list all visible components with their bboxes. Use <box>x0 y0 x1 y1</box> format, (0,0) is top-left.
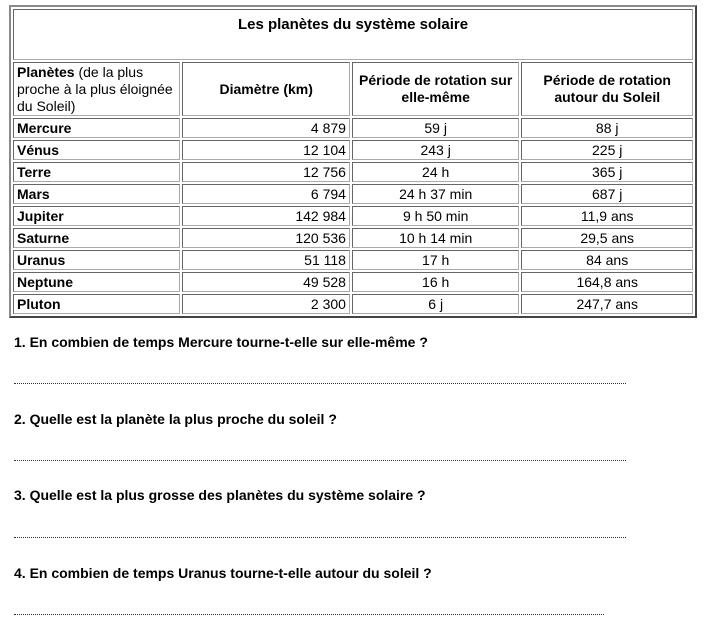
table-row <box>13 272 693 292</box>
rotation-self-cell: 59 j <box>352 118 519 138</box>
header-planets-label: Planètes <box>17 63 75 80</box>
diameter-cell: 2 300 <box>182 294 349 314</box>
header-rotation-self: Période de rotation sur elle-même <box>352 62 519 116</box>
diameter-cell: 49 528 <box>182 272 349 292</box>
diameter-cell: 51 118 <box>182 250 349 270</box>
rotation-sun-cell: 164,8 ans <box>521 272 693 292</box>
planet-name-cell: Mars <box>13 184 180 204</box>
rotation-self-cell: 9 h 50 min <box>352 206 519 226</box>
diameter-cell: 6 794 <box>182 184 349 204</box>
rotation-sun-cell: 365 j <box>521 162 693 182</box>
planets-table <box>9 5 697 318</box>
header-planets-note: (de la plus proche à la plus éloignée du Soleil) <box>17 63 173 114</box>
question-3: 3. Quelle est la plus grosse des planètes du système solaire ? <box>14 487 426 503</box>
rotation-sun-cell: 29,5 ans <box>521 228 693 248</box>
header-diameter: Diamètre (km) <box>182 62 349 116</box>
rotation-sun-cell: 11,9 ans <box>521 206 693 226</box>
planet-name-cell: Terre <box>13 162 180 182</box>
header-rotation-sun: Période de rotation autour du Soleil <box>521 62 693 116</box>
rotation-sun-cell: 247,7 ans <box>521 294 693 314</box>
table-row <box>13 294 693 314</box>
question-4: 4. En combien de temps Uranus tourne-t-elle autour du soleil ? <box>14 565 432 581</box>
diameter-cell: 142 984 <box>182 206 349 226</box>
rotation-sun-cell: 225 j <box>521 140 693 160</box>
table-row <box>13 250 693 270</box>
table-row <box>13 140 693 160</box>
answer-line-2[interactable] <box>14 460 626 461</box>
table-header-row <box>13 62 693 116</box>
answer-line-4[interactable] <box>14 614 604 615</box>
diameter-cell: 120 536 <box>182 228 349 248</box>
planet-name-cell: Saturne <box>13 228 180 248</box>
diameter-cell: 4 879 <box>182 118 349 138</box>
planet-name-cell: Mercure <box>13 118 180 138</box>
rotation-sun-cell: 687 j <box>521 184 693 204</box>
rotation-self-cell: 24 h <box>352 162 519 182</box>
table-row <box>13 184 693 204</box>
rotation-self-cell: 243 j <box>352 140 519 160</box>
header-planets <box>13 62 180 116</box>
planet-name-cell: Pluton <box>13 294 180 314</box>
table-row <box>13 118 693 138</box>
planet-name-cell: Vénus <box>13 140 180 160</box>
rotation-sun-cell: 88 j <box>521 118 693 138</box>
diameter-cell: 12 756 <box>182 162 349 182</box>
rotation-self-cell: 10 h 14 min <box>352 228 519 248</box>
table-row <box>13 228 693 248</box>
rotation-self-cell: 24 h 37 min <box>352 184 519 204</box>
rotation-self-cell: 16 h <box>352 272 519 292</box>
answer-line-1[interactable] <box>14 383 626 384</box>
answer-line-3[interactable] <box>14 537 626 538</box>
planet-name-cell: Uranus <box>13 250 180 270</box>
planet-name-cell: Jupiter <box>13 206 180 226</box>
table-title: Les planètes du système solaire <box>13 9 693 60</box>
planet-name-cell: Neptune <box>13 272 180 292</box>
rotation-self-cell: 17 h <box>352 250 519 270</box>
table-row <box>13 206 693 226</box>
diameter-cell: 12 104 <box>182 140 349 160</box>
table-row <box>13 162 693 182</box>
question-2: 2. Quelle est la planète la plus proche du soleil ? <box>14 411 337 427</box>
rotation-self-cell: 6 j <box>352 294 519 314</box>
question-1: 1. En combien de temps Mercure tourne-t-elle sur elle-même ? <box>14 334 428 350</box>
rotation-sun-cell: 84 ans <box>521 250 693 270</box>
